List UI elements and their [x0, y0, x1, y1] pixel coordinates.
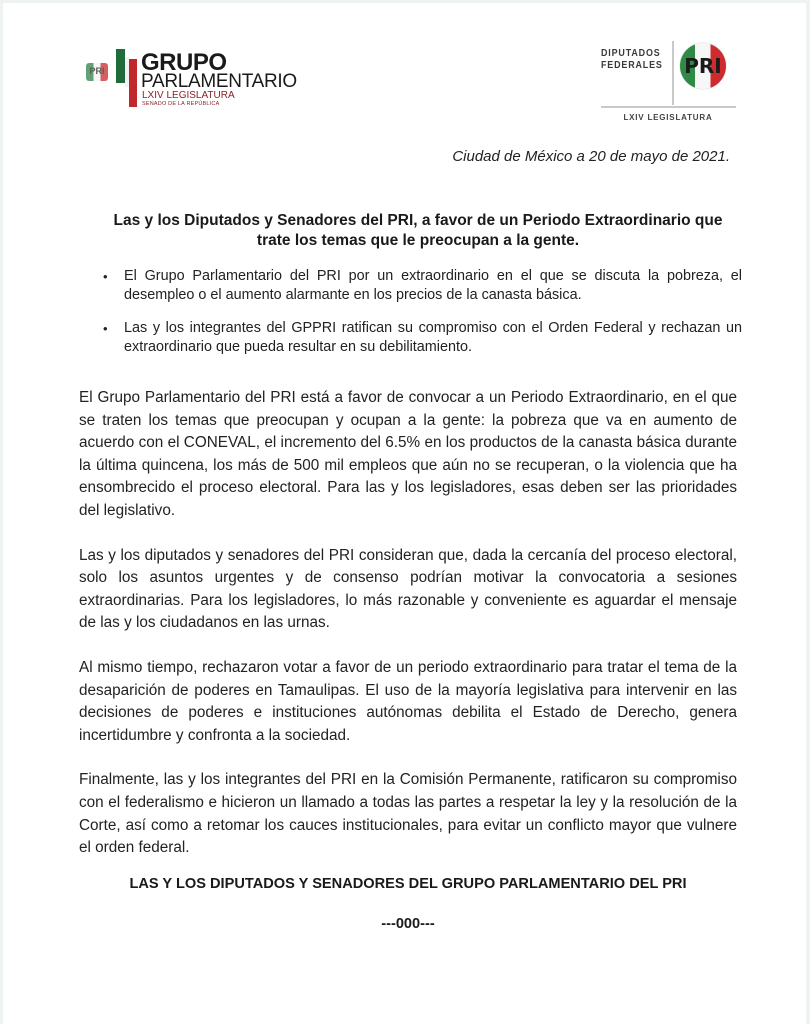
logo-divider-horizontal [601, 106, 736, 108]
bullet-icon: • [103, 321, 108, 336]
bullet-item: • Las y los integrantes del GPPRI ratifican su compromiso con el Orden Federal y rechazan un extraordinario que pueda resultar en su debilitamiento. [103, 320, 742, 355]
logo-divider-vertical [672, 41, 674, 105]
flag-red-bar [129, 59, 137, 107]
logo-text-legislatura: LXIV LEGISLATURA [623, 113, 713, 122]
pri-circle-logo-icon: PRI [680, 43, 726, 89]
body-paragraph: Finalmente, las y los integrantes del PRI en la Comisión Permanente, ratificaron su compromiso con el federalismo e hicieron un llamado a todas las partes a respetar la ley y la resolución de la Corte, así como a retomar los cauces institucionales, para evitar un conflicto mayor que vulnere el orden federal. [79, 771, 737, 857]
document-title: Las y los Diputados y Senadores del PRI, a favor de un Periodo Extraordinario que trate los temas que le preocupan a la gente. [113, 212, 723, 249]
logo-text-federales: FEDERALES [601, 59, 663, 71]
body-paragraph: Al mismo tiempo, rechazaron votar a favor de un periodo extraordinario para tratar el tema de la desaparición de poderes en Tamaulipas. El uso de la mayoría legislativa para intervenir en las decisiones de poderes e instituciones autónomas debilita el Estado de Derecho, genera incertidumbre y confronta a la sociedad. [79, 658, 737, 744]
body-paragraph: Las y los diputados y senadores del PRI consideran que, dada la cercanía del proceso electoral, solo los asuntos urgentes y de consenso podrían motivar la convocatoria a sesiones extraordinarias. Para los legisladores, lo más razonable y conveniente es aguardar el mensaje de las y los ciudadanos en las urnas. [79, 546, 737, 632]
signature-line: LAS Y LOS DIPUTADOS Y SENADORES DEL GRUPO PARLAMENTARIO DEL PRI [129, 876, 687, 892]
diputados-federales-logo [593, 31, 743, 126]
flag-green-bar [116, 49, 125, 83]
bullet-icon: • [103, 269, 108, 284]
document-page [3, 3, 806, 1024]
logo-text-diputados-federales [601, 47, 663, 71]
document-body [79, 387, 737, 882]
logo-text-diputados: DIPUTADOS [601, 47, 661, 59]
pri-emblem-icon: PRI [86, 63, 108, 81]
grupo-parlamentario-logo [83, 45, 298, 107]
bullet-item: • El Grupo Parlamentario del PRI por un extraordinario en el que se discuta la pobreza, el desempleo o el aumento alarmante en los precios de la canasta básica. [103, 268, 742, 303]
logo-text-legislatura: LXIV LEGISLATURA [142, 90, 235, 101]
logo-text-parlamentario: PARLAMENTARIO [141, 71, 297, 92]
date-line: Ciudad de México a 20 de mayo de 2021. [452, 148, 730, 165]
logo-text-grupo: GRUPO [141, 49, 227, 76]
summary-bullets [102, 267, 742, 371]
closing-mark: ---000--- [381, 916, 435, 932]
logo-text-senado: SENADO DE LA REPÚBLICA [142, 101, 220, 107]
body-paragraph: El Grupo Parlamentario del PRI está a favor de convocar a un Periodo Extraordinario, en el que se traten los temas que preocupan y ocupan a la gente: la pobreza que va en aumento de acuerdo con el CONEVAL, el incremento del 6.5% en los productos de la canasta básica durante la última quincena, los más de 500 mil empleos que aún no se recuperan, o la violencia que ha ensombrecido el proceso electoral. Para las y los legisladores, esas deben ser las prioridades del legislativo. [79, 389, 737, 519]
